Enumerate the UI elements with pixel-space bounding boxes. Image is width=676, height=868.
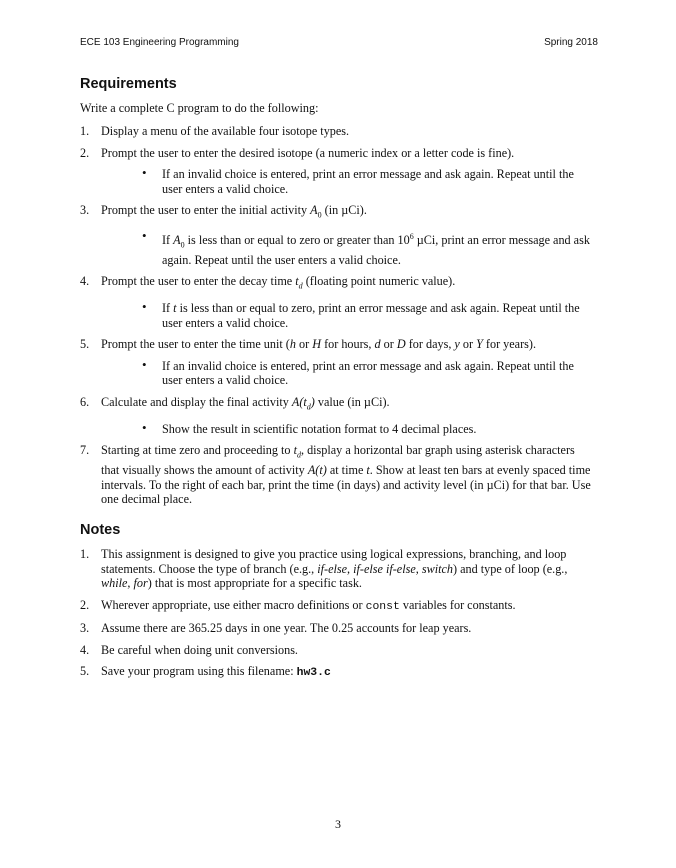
notes-heading: Notes: [80, 522, 121, 538]
list-item: 4. Prompt the user to enter the decay time $t_d$ (floating point numeric value). • If t is less than or equal to zero, print an error message and ask again. Repeat until the user enters a valid choice.: [80, 274, 594, 330]
sub-bullet: • If $A_0$ is less than or equal to zero or greater than $10^6$ µCi, print an error message and ask again. Repeat until the user enters a valid choice.: [142, 227, 590, 267]
list-item: 5. Save your program using this filename: hw3.c: [80, 664, 331, 679]
notes-list: [80, 547, 594, 688]
bullet-icon: •: [142, 299, 147, 315]
list-item: 1. Display a menu of the available four isotope types.: [80, 124, 350, 138]
requirements-intro: Write a complete C program to do the following:: [80, 101, 319, 115]
bullet-icon: •: [142, 419, 147, 435]
list-item: 5. Prompt the user to enter the time unit (h or H for hours, d or D for days, y or Y for years). • If an invalid choice is entered, print an error message and ask again. Repeat until the user enters a valid choice.: [80, 337, 594, 388]
term-header: Spring 2018: [544, 37, 598, 48]
list-item: 2. Wherever appropriate, use either macro definitions or const variables for constants.: [80, 597, 516, 613]
requirements-heading: Requirements: [80, 76, 177, 92]
list-item: 4. Be careful when doing unit conversions.: [80, 642, 298, 657]
list-item: 1. This assignment is designed to give you practice using logical expressions, branching, and loop statements. Choose the type of branch (e.g., if-else, if-else if-else, switch) and type of loop (e.g., while, for) that is most appropriate for a specific task.: [80, 547, 568, 590]
list-item: 7. Starting at time zero and proceeding to $t_d$, display a horizontal bar graph using asterisk characters that visually shows the amount of activity A(t) at time t. Show at least ten bars at evenly spaced time intervals. To the right of each bar, print the time (in days) and activity level (in µCi) for that bar. Use one decimal place.: [80, 443, 591, 507]
page-number: 3: [335, 817, 341, 831]
list-item: 3. Assume there are 365.25 days in one year. The 0.25 accounts for leap years.: [80, 621, 472, 635]
requirements-list: [80, 124, 594, 514]
list-item: 3. Prompt the user to enter the initial activity $A_0$ (in µCi). • If $A_0$ is less than or equal to zero or greater than $10^6$ µCi, print an error message and ask again. Repeat until the user enters a valid choice.: [80, 203, 594, 267]
list-item: 6. Calculate and display the final activity $A(t_d)$ value (in µCi). • Show the result in scientific notation format to 4 decimal places.: [80, 395, 594, 436]
sub-bullet: • If an invalid choice is entered, print an error message and ask again. Repeat until the user enters a valid choice.: [142, 165, 574, 196]
list-item: 2. Prompt the user to enter the desired isotope (a numeric index or a letter code is fine). • If an invalid choice is entered, print an error message and ask again. Repeat until the user enters a valid choice.: [80, 146, 594, 197]
sub-bullet: • If an invalid choice is entered, print an error message and ask again. Repeat until the user enters a valid choice.: [142, 356, 574, 388]
sub-bullet: • If t is less than or equal to zero, print an error message and ask again. Repeat until the user enters a valid choice.: [142, 299, 580, 330]
sub-bullet: • Show the result in scientific notation format to 4 decimal places.: [142, 419, 477, 436]
course-header: ECE 103 Engineering Programming: [80, 37, 239, 48]
bullet-icon: •: [142, 227, 147, 243]
bullet-icon: •: [142, 165, 147, 180]
bullet-icon: •: [142, 356, 147, 372]
